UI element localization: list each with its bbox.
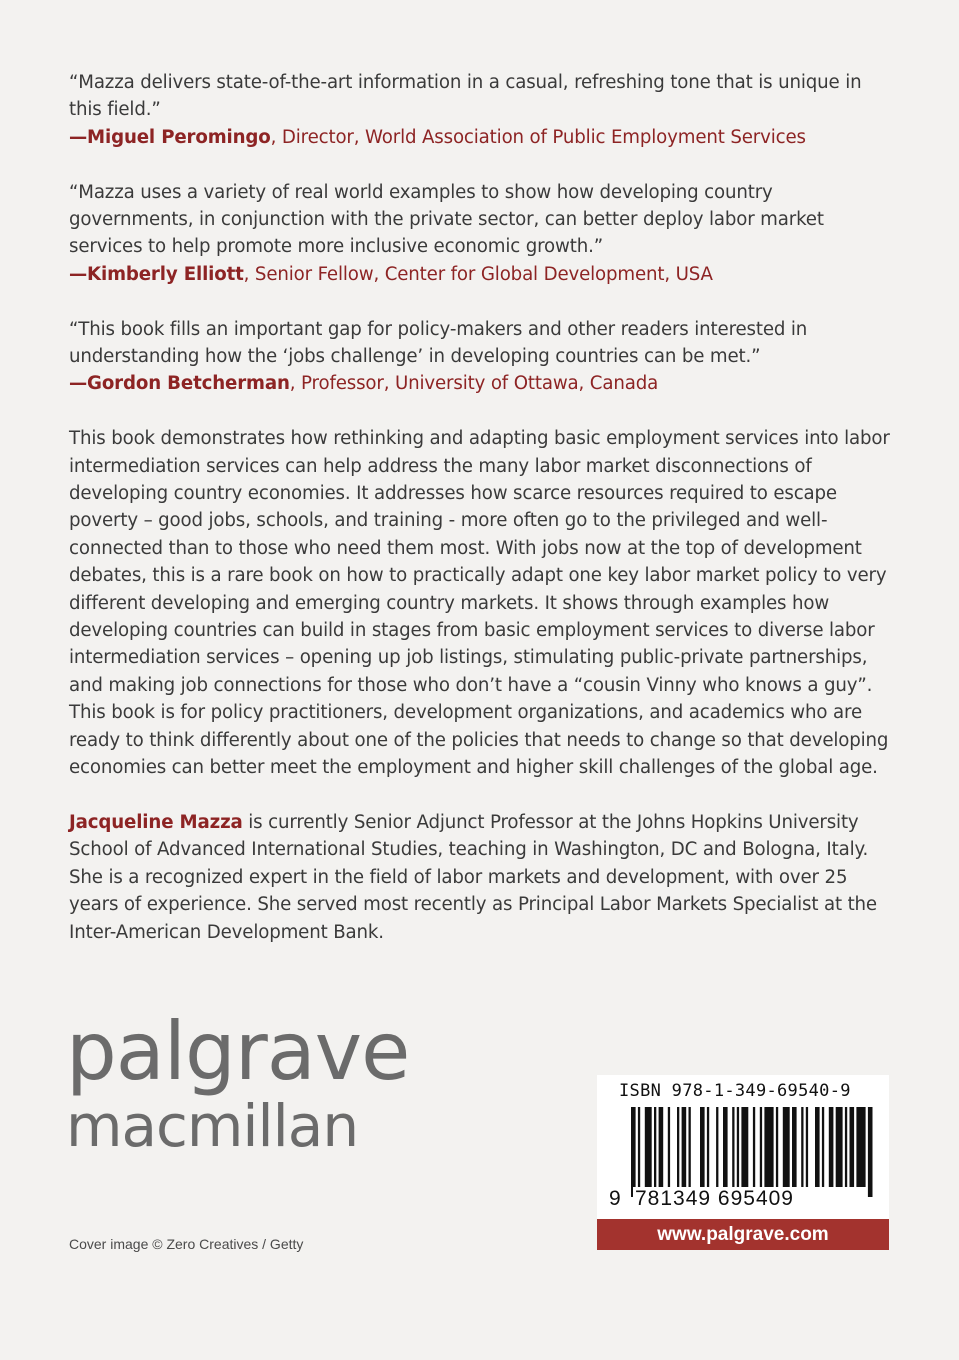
publisher-logo — [66, 1005, 410, 1160]
barcode-bar — [792, 1107, 797, 1187]
back-cover-text — [69, 69, 899, 946]
barcode-bar — [737, 1107, 739, 1187]
barcode-bar — [822, 1107, 824, 1187]
barcode-bar — [783, 1107, 790, 1187]
publisher-logo-line2: macmillan — [66, 1092, 359, 1160]
barcode-bar — [741, 1107, 748, 1187]
barcode-bar — [723, 1107, 728, 1187]
barcode-bar — [659, 1107, 664, 1187]
quote-1-author: —Miguel Peromingo — [69, 126, 271, 148]
quote-3-affiliation: , Professor, University of Ottawa, Canada — [289, 373, 659, 395]
barcode-bar — [668, 1107, 670, 1187]
barcode-bar — [753, 1107, 755, 1197]
barcode-bars — [609, 1107, 877, 1199]
barcode-bar — [856, 1107, 865, 1187]
isbn-label: ISBN 978-1-349-69540-9 — [619, 1081, 851, 1101]
barcode-bar — [836, 1107, 843, 1187]
cover-image-credit: Cover image © Zero Creatives / Getty — [69, 1236, 304, 1252]
quote-3-attribution — [69, 373, 658, 394]
quote-2 — [69, 179, 899, 289]
barcode-bar — [868, 1107, 873, 1197]
quote-2-text: “Mazza uses a variety of real world examples to show how developing country governments, in conjunction with the private sector, can better deploy labor market services to help promote more inclusive economic growth.” — [69, 181, 824, 258]
ean-digits: 781349 695409 — [635, 1187, 794, 1210]
barcode-bar — [732, 1107, 734, 1187]
author-bio-text: is currently Senior Adjunct Professor at the Johns Hopkins University School of Advanced International Studies, teaching in Washington, DC and Bologna, Italy. She is a recognized expert in the field of labor markets and development, with over 25 years of experience. She served most recently as Principal Labor Markets Specialist at the Inter-American Development Bank. — [69, 811, 877, 943]
barcode-bar — [645, 1107, 652, 1187]
book-description: This book demonstrates how rethinking and adapting basic employment services into labor intermediation services can help address the many labor market disconnections of developing country economies. It addresses how scarce resources required to escape poverty – good jobs, schools, and training - more often go to the privileged and well-connected than to those who need them most. With jobs now at the top of development debates, this is a rare book on how to practically adapt one key labor market policy to very different developing and emerging country markets. It shows through examples how developing countries can build in stages from basic employment services to diverse labor intermediation services – opening up job listings, stimulating public-private partnerships, and making job connections for those who don’t have a “cousin Vinny who knows a guy”. This book is for policy practitioners, development organizations, and academics who are ready to think differently about one of the policies that needs to change so that developing economies can better meet the employment and higher skill challenges of the global age. — [69, 428, 890, 779]
quote-2-author: —Kimberly Elliott — [69, 263, 244, 285]
barcode-bar — [716, 1107, 718, 1187]
barcode-bar — [829, 1107, 834, 1187]
barcode-bar — [764, 1107, 773, 1187]
quote-3 — [69, 316, 899, 398]
barcode-bar — [806, 1107, 808, 1187]
barcode-bar — [638, 1107, 640, 1187]
barcode-bar — [689, 1107, 691, 1187]
barcode-bar — [845, 1107, 847, 1187]
isbn-barcode — [597, 1075, 889, 1219]
barcode-bar — [677, 1107, 679, 1187]
quote-3-text: “This book fills an important gap for policy-makers and other readers interested in understanding how the ‘jobs challenge’ in developing countries can be met.” — [69, 318, 808, 368]
quote-1-text: “Mazza delivers state-of-the-art information in a casual, refreshing tone that is unique in this field.” — [69, 72, 862, 121]
barcode-bar — [776, 1107, 778, 1187]
barcode-bar — [801, 1107, 803, 1187]
quote-1-attribution — [69, 127, 806, 148]
quote-1-affiliation: , Director, World Association of Public Employment Services — [270, 126, 806, 148]
quote-2-affiliation: , Senior Fellow, Center for Global Development, USA — [243, 263, 713, 285]
ean-first-digit: 9 — [609, 1187, 621, 1210]
quote-2-attribution — [69, 264, 713, 285]
quote-1 — [69, 69, 899, 151]
website-banner: www.palgrave.com — [597, 1219, 889, 1250]
barcode-bar — [850, 1107, 855, 1187]
author-name: Jacqueline Mazza — [69, 811, 243, 833]
barcode-bar — [815, 1107, 820, 1187]
quote-3-author: —Gordon Betcherman — [69, 373, 290, 395]
barcode-bar — [760, 1107, 762, 1187]
barcode-bar — [707, 1107, 709, 1187]
barcode-bar — [654, 1107, 656, 1187]
barcode-bar — [631, 1107, 636, 1197]
barcode-bar — [700, 1107, 705, 1187]
barcode-bar — [682, 1107, 687, 1187]
author-bio — [69, 809, 899, 946]
publisher-logo-line1: palgrave — [66, 1005, 410, 1098]
